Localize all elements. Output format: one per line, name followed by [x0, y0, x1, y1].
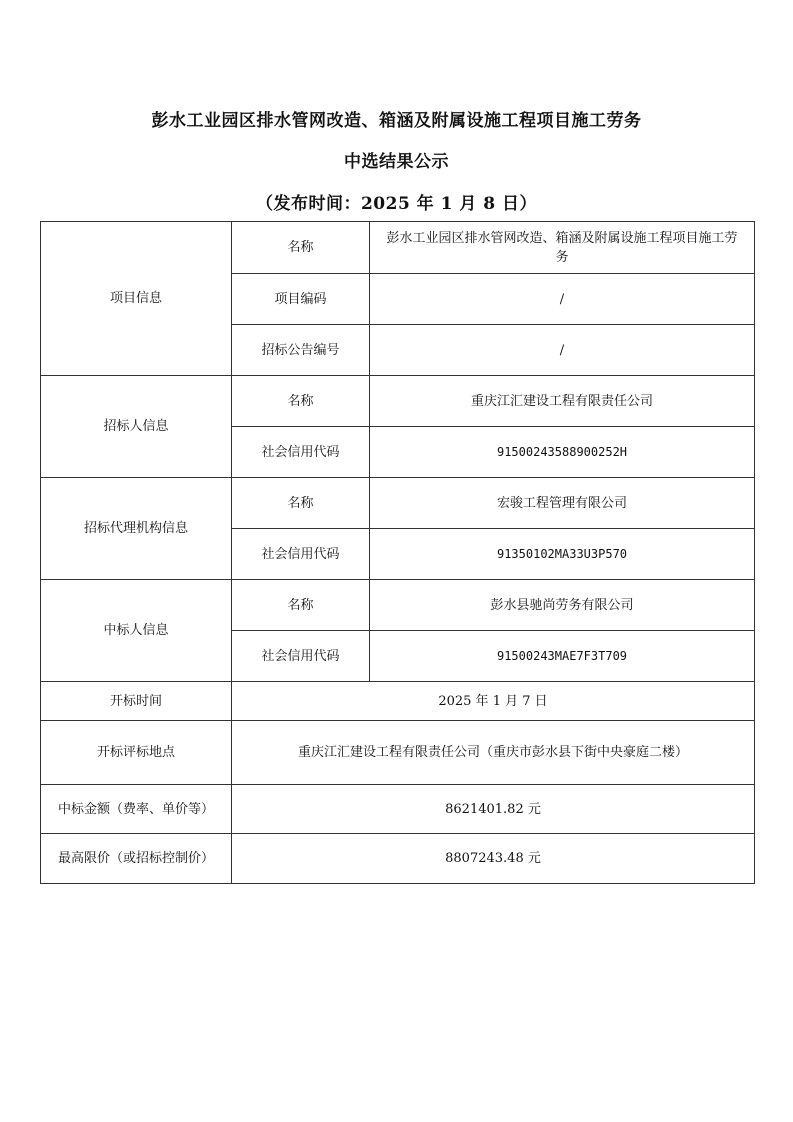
table-row — [41, 376, 755, 427]
publish-date: （发布时间：2025 年 1 月 8 日） — [255, 194, 538, 214]
max-price-label: 最高限价（或招标控制价） — [41, 834, 232, 884]
project-info-section: 项目信息 — [41, 222, 232, 376]
agency-credit-label: 社会信用代码 — [232, 529, 370, 580]
project-code-value: / — [370, 274, 755, 325]
winner-credit-value: 91500243MAE7F3T709 — [370, 631, 755, 682]
notice-number-label: 招标公告编号 — [232, 325, 370, 376]
award-amount-label: 中标金额（费率、单价等） — [41, 785, 232, 834]
project-name-label: 名称 — [232, 222, 370, 274]
table-row — [41, 580, 755, 631]
table-row — [41, 682, 755, 721]
table-row — [41, 785, 755, 834]
notice-number-value: / — [370, 325, 755, 376]
winner-credit-label: 社会信用代码 — [232, 631, 370, 682]
opening-time-value: 2025 年 1 月 7 日 — [232, 682, 755, 721]
agency-info-section: 招标代理机构信息 — [41, 478, 232, 580]
table-row — [41, 478, 755, 529]
table-row — [41, 721, 755, 785]
tenderer-name-label: 名称 — [232, 376, 370, 427]
agency-name-value: 宏骏工程管理有限公司 — [370, 478, 755, 529]
tenderer-credit-value: 91500243588900252H — [370, 427, 755, 478]
result-table — [40, 221, 755, 884]
document-subtitle: 中选结果公示 — [344, 152, 449, 172]
table-row — [41, 834, 755, 884]
tenderer-credit-label: 社会信用代码 — [232, 427, 370, 478]
location-label: 开标评标地点 — [41, 721, 232, 785]
tenderer-name-value: 重庆江汇建设工程有限责任公司 — [370, 376, 755, 427]
project-code-label: 项目编码 — [232, 274, 370, 325]
winner-name-value: 彭水县驰尚劳务有限公司 — [370, 580, 755, 631]
agency-name-label: 名称 — [232, 478, 370, 529]
project-name-value: 彭水工业园区排水管网改造、箱涵及附属设施工程项目施工劳务 — [370, 222, 755, 274]
max-price-value: 8807243.48 元 — [232, 834, 755, 884]
agency-credit-value: 91350102MA33U3P570 — [370, 529, 755, 580]
tenderer-info-section: 招标人信息 — [41, 376, 232, 478]
award-amount-value: 8621401.82 元 — [232, 785, 755, 834]
location-value: 重庆江汇建设工程有限责任公司（重庆市彭水县下街中央豪庭二楼） — [232, 721, 755, 785]
document-title: 彭水工业园区排水管网改造、箱涵及附属设施工程项目施工劳务 — [151, 111, 642, 131]
winner-name-label: 名称 — [232, 580, 370, 631]
table-row — [41, 222, 755, 274]
opening-time-label: 开标时间 — [41, 682, 232, 721]
winner-info-section: 中标人信息 — [41, 580, 232, 682]
